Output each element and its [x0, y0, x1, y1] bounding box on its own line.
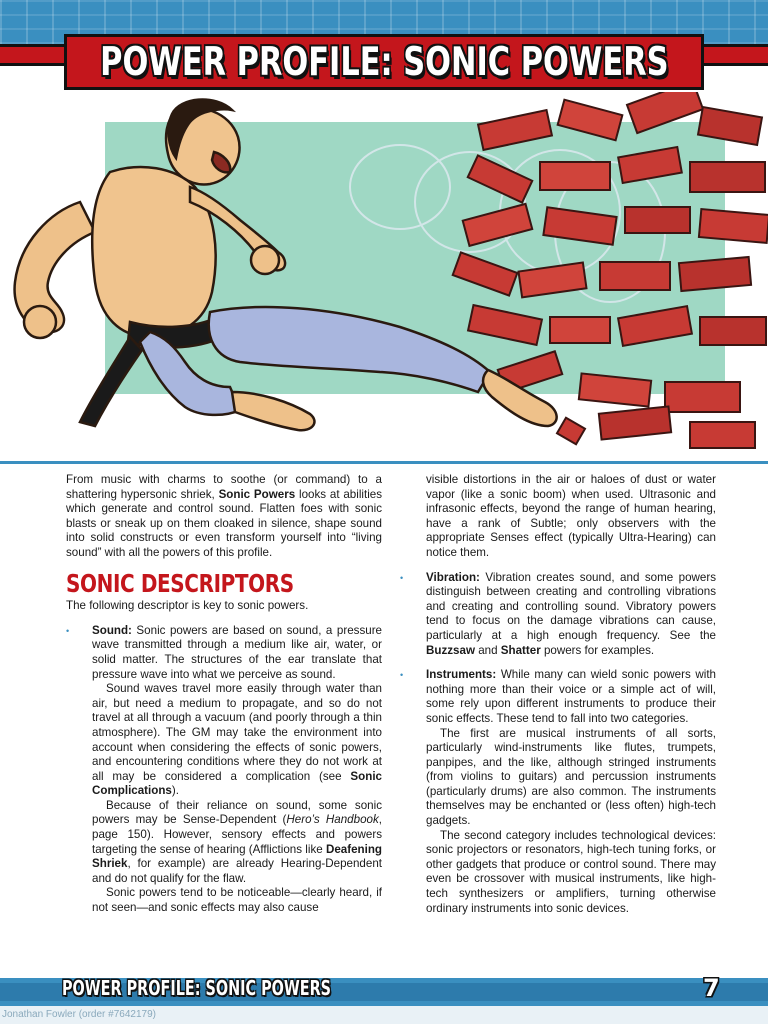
instruments-paragraph-2: The first are musical instruments of all sorts, particularly wind-instruments like flutes, trumpets, panpipes, and the like, although stringed instruments (from violins to guitars) and percussion instruments (particularly drums) are also common. The instruments themselves may be enchanted or (less often) high-tech gadgets. [426, 726, 716, 828]
descriptor-intro: The following descriptor is key to sonic powers. [66, 599, 309, 613]
sound-text-3e: , for example) are already Hearing-Dependent and do not qualify for the flaw. [92, 857, 382, 885]
sound-paragraph-2 [92, 682, 382, 799]
instruments-paragraph-1 [426, 668, 716, 726]
sound-text-1: Sonic powers are based on sound, a pressure wave transmitted through a medium like air, water, or solid matter. The structures of the ear translate that pressure wave into what we perceive as sound. [92, 623, 382, 681]
buzzsaw-ref: Buzzsaw [426, 643, 475, 657]
list-item-sound [66, 624, 382, 916]
instruments-text-1: While many can wield sonic powers with nothing more than their voice or a simple act of will, some rely upon different instruments to produce their sonic effects. These tend to fall into two categories. [426, 668, 716, 725]
sonic-blast-illustration [0, 92, 768, 462]
vibration-paragraph [426, 571, 716, 659]
sound-text-3a: Because of their reliance on sound, some sonic powers may be Sense-Dependent ( [92, 798, 382, 827]
sound-label: Sound: [92, 623, 132, 637]
bullet-icon: • [400, 670, 404, 681]
sound-paragraph-1 [92, 624, 382, 682]
bullet-icon: • [400, 572, 404, 583]
footer-title: POWER PROFILE: SONIC POWERS [62, 976, 332, 1000]
section-heading: SONIC DESCRIPTORS [66, 568, 294, 598]
shatter-ref: Shatter [500, 643, 541, 657]
vibration-label: Vibration: [426, 570, 480, 584]
deafening-shriek-ref: Deafening Shriek [92, 842, 382, 871]
instruments-label: Instruments: [426, 668, 497, 682]
instruments-paragraph-3: The second category includes technological devices: sonic projectors or resonators, high-tech tuning forks, or other gadgets that produce or control sound. There may even be crossover with musical instruments, like high-tech synthesizers or amplifiers, turning otherwise ordinary instruments into sonic devices. [426, 828, 716, 915]
left-column [66, 473, 382, 916]
intro-text: From music with charms to soothe (or command) to a shattering hypersonic shriek, [66, 473, 382, 501]
right-column [400, 473, 716, 916]
list-item-vibration [400, 571, 716, 659]
list-item-instruments [400, 668, 716, 916]
intro-paragraph [66, 473, 382, 561]
sound-continued-paragraph: visible distortions in the air or haloes of dust or water vapor (like a sonic boom) when used. Ultrasonic and infrasonic effects, beyond the range of human hearing, have a rank of Subtle; only observers with the appropriate Senses effect (typically Ultra-Hearing) can notice them. [426, 473, 716, 559]
illustration [0, 92, 768, 462]
sound-paragraph-3 [92, 799, 382, 887]
title-bar-left [0, 44, 70, 66]
vibration-text-a: Vibration creates sound, and some powers distinguish between creating and controlling vibrations and creating and controlling sound. Vibratory powers tend to focus on the damage vibrations can cause, particularly at a high enough frequency. See the [426, 570, 716, 642]
heros-handbook-ref: Hero’s Handbook [286, 813, 379, 827]
sonic-complications-ref: Sonic Complications [92, 769, 382, 798]
list-item-sound-continued [400, 473, 716, 561]
sound-text-2c: ). [171, 784, 179, 798]
page-title: POWER PROFILE: SONIC POWERS [99, 39, 669, 85]
sound-text-3c: , page 150). However, sensory effects and powers targeting the sense of hearing (Afflictions like [92, 813, 382, 856]
sound-text-2a: Sound waves travel more easily through water than air, but need a medium to propagate, and so do not travel at all through a vacuum (and poorly through a thin atmosphere). The GM may take the environment into account when considering the effects of sonic powers, and encountering conditions where they do not work at all may be considered a complication (see [92, 682, 382, 783]
sound-paragraph-4: Sonic powers tend to be noticeable—clearly heard, if not seen—and sonic effects may also cause [92, 886, 382, 915]
vibration-text-e: powers for examples. [540, 643, 655, 657]
watermark: Jonathan Fowler (order #7642179) [2, 1009, 156, 1020]
page-number: 7 [703, 974, 720, 1002]
title-bar-right [698, 44, 768, 66]
bullet-icon: • [66, 625, 70, 636]
section-divider [0, 461, 768, 464]
intro-book-title: Sonic Powers [218, 487, 296, 501]
vibration-text-c: and [474, 643, 501, 657]
title-banner [64, 34, 704, 90]
intro-text-cont: looks at abilities which generate and control sound. Flatten foes with sonic blasts or sneak up on them cloaked in silence, shape sound into solid constructs or even transform yourself into “living sound” with all the powers of this profile. [66, 487, 383, 559]
